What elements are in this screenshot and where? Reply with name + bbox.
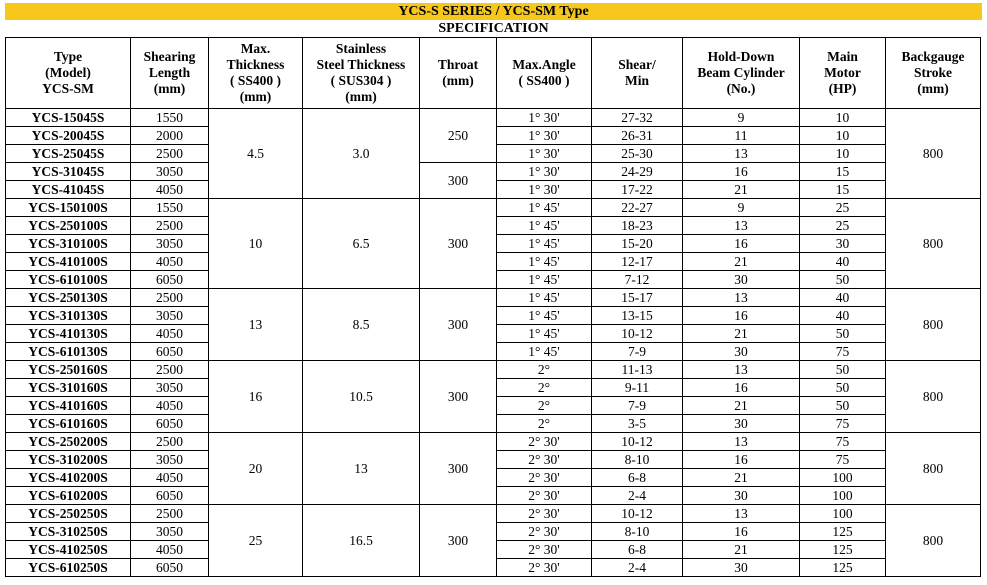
shear-per-min-cell: 11-13 [592, 361, 683, 379]
backgauge-cell: 800 [886, 109, 981, 199]
shearing-length-cell: 2500 [131, 433, 209, 451]
shear-per-min-cell: 10-12 [592, 505, 683, 523]
max-angle-cell: 2° [497, 361, 592, 379]
main-motor-cell: 125 [800, 523, 886, 541]
main-motor-cell: 30 [800, 235, 886, 253]
shear-per-min-cell: 13-15 [592, 307, 683, 325]
main-motor-cell: 50 [800, 361, 886, 379]
model-cell: YCS-250200S [6, 433, 131, 451]
backgauge-cell: 800 [886, 361, 981, 433]
main-motor-cell: 50 [800, 397, 886, 415]
model-cell: YCS-250250S [6, 505, 131, 523]
shear-per-min-cell: 7-9 [592, 343, 683, 361]
max-thickness-cell: 25 [209, 505, 303, 577]
main-motor-cell: 100 [800, 487, 886, 505]
max-angle-cell: 1° 45' [497, 289, 592, 307]
shearing-length-cell: 6050 [131, 271, 209, 289]
max-angle-cell: 1° 45' [497, 343, 592, 361]
stainless-thickness-cell: 10.5 [303, 361, 420, 433]
shear-per-min-cell: 10-12 [592, 433, 683, 451]
cylinder-cell: 11 [683, 127, 800, 145]
max-thickness-cell: 13 [209, 289, 303, 361]
shear-per-min-cell: 2-4 [592, 559, 683, 577]
model-cell: YCS-20045S [6, 127, 131, 145]
shear-per-min-cell: 6-8 [592, 469, 683, 487]
header-line: (No.) [726, 81, 756, 96]
shearing-length-cell: 2500 [131, 289, 209, 307]
max-thickness-cell: 20 [209, 433, 303, 505]
shearing-length-cell: 3050 [131, 523, 209, 541]
main-motor-cell: 75 [800, 451, 886, 469]
max-thickness-cell: 4.5 [209, 109, 303, 199]
shearing-length-cell: 3050 [131, 451, 209, 469]
max-angle-cell: 2° [497, 397, 592, 415]
header-max-angle [497, 38, 592, 109]
cylinder-cell: 21 [683, 253, 800, 271]
cylinder-cell: 21 [683, 397, 800, 415]
header-backgauge [886, 38, 981, 109]
shearing-length-cell: 4050 [131, 397, 209, 415]
header-line: Thickness [226, 57, 285, 72]
table-row [6, 505, 981, 523]
cylinder-cell: 30 [683, 487, 800, 505]
throat-cell: 300 [420, 163, 497, 199]
backgauge-cell: 800 [886, 199, 981, 289]
header-type [6, 38, 131, 109]
backgauge-cell: 800 [886, 433, 981, 505]
cylinder-cell: 9 [683, 199, 800, 217]
header-line: (mm) [442, 73, 474, 88]
header-line: ( SS400 ) [518, 73, 570, 88]
shear-per-min-cell: 3-5 [592, 415, 683, 433]
shear-per-min-cell: 18-23 [592, 217, 683, 235]
shearing-length-cell: 2500 [131, 145, 209, 163]
model-cell: YCS-610200S [6, 487, 131, 505]
main-motor-cell: 75 [800, 415, 886, 433]
model-cell: YCS-25045S [6, 145, 131, 163]
max-angle-cell: 1° 45' [497, 325, 592, 343]
header-line: Beam Cylinder [697, 65, 785, 80]
cylinder-cell: 30 [683, 559, 800, 577]
shear-per-min-cell: 15-17 [592, 289, 683, 307]
shearing-length-cell: 3050 [131, 163, 209, 181]
header-cylinder [683, 38, 800, 109]
table-row [6, 199, 981, 217]
model-cell: YCS-310250S [6, 523, 131, 541]
header-line: Shearing [143, 49, 196, 64]
shearing-length-cell: 3050 [131, 235, 209, 253]
model-cell: YCS-310130S [6, 307, 131, 325]
shearing-length-cell: 3050 [131, 307, 209, 325]
cylinder-cell: 21 [683, 469, 800, 487]
shear-per-min-cell: 24-29 [592, 163, 683, 181]
header-throat [420, 38, 497, 109]
model-cell: YCS-410100S [6, 253, 131, 271]
table-row [6, 289, 981, 307]
shear-per-min-cell: 12-17 [592, 253, 683, 271]
shear-per-min-cell: 9-11 [592, 379, 683, 397]
header-line: (mm) [917, 81, 949, 96]
main-motor-cell: 100 [800, 469, 886, 487]
main-motor-cell: 75 [800, 433, 886, 451]
shear-per-min-cell: 22-27 [592, 199, 683, 217]
main-motor-cell: 15 [800, 181, 886, 199]
model-cell: YCS-31045S [6, 163, 131, 181]
shearing-length-cell: 2000 [131, 127, 209, 145]
shear-per-min-cell: 17-22 [592, 181, 683, 199]
header-line: (mm) [153, 81, 186, 96]
header-line: Throat [437, 57, 479, 72]
shearing-length-cell: 1550 [131, 109, 209, 127]
main-motor-cell: 75 [800, 343, 886, 361]
throat-cell: 250 [420, 109, 497, 163]
max-angle-cell: 1° 30' [497, 145, 592, 163]
cylinder-cell: 13 [683, 505, 800, 523]
throat-cell: 300 [420, 289, 497, 361]
cylinder-cell: 13 [683, 217, 800, 235]
shear-per-min-cell: 6-8 [592, 541, 683, 559]
series-title: YCS-S SERIES / YCS-SM Type [5, 3, 982, 20]
shearing-length-cell: 2500 [131, 217, 209, 235]
header-line: ( SUS304 ) [330, 73, 392, 88]
header-line: Type [53, 49, 83, 64]
header-line: ( SS400 ) [229, 73, 281, 88]
main-motor-cell: 50 [800, 379, 886, 397]
header-line: Shear/ [618, 57, 656, 72]
main-motor-cell: 40 [800, 253, 886, 271]
max-angle-cell: 2° 30' [497, 523, 592, 541]
main-motor-cell: 40 [800, 307, 886, 325]
cylinder-cell: 30 [683, 343, 800, 361]
cylinder-cell: 30 [683, 271, 800, 289]
main-motor-cell: 100 [800, 505, 886, 523]
main-motor-cell: 25 [800, 199, 886, 217]
shearing-length-cell: 1550 [131, 199, 209, 217]
header-main-motor [800, 38, 886, 109]
max-angle-cell: 2° 30' [497, 433, 592, 451]
model-cell: YCS-410250S [6, 541, 131, 559]
main-motor-cell: 10 [800, 127, 886, 145]
max-thickness-cell: 16 [209, 361, 303, 433]
header-line: (mm) [239, 89, 272, 104]
max-angle-cell: 2° 30' [497, 505, 592, 523]
shear-per-min-cell: 8-10 [592, 451, 683, 469]
table-header-row [6, 38, 981, 109]
header-line: YCS-SM [42, 81, 94, 96]
model-cell: YCS-610130S [6, 343, 131, 361]
cylinder-cell: 13 [683, 361, 800, 379]
max-angle-cell: 1° 45' [497, 271, 592, 289]
stainless-thickness-cell: 16.5 [303, 505, 420, 577]
shearing-length-cell: 6050 [131, 415, 209, 433]
cylinder-cell: 13 [683, 145, 800, 163]
header-line: Hold-Down [707, 49, 775, 64]
shear-per-min-cell: 25-30 [592, 145, 683, 163]
shear-per-min-cell: 10-12 [592, 325, 683, 343]
table-row [6, 433, 981, 451]
shearing-length-cell: 3050 [131, 379, 209, 397]
throat-cell: 300 [420, 199, 497, 289]
max-angle-cell: 1° 30' [497, 109, 592, 127]
shearing-length-cell: 4050 [131, 541, 209, 559]
stainless-thickness-cell: 6.5 [303, 199, 420, 289]
cylinder-cell: 30 [683, 415, 800, 433]
model-cell: YCS-250160S [6, 361, 131, 379]
model-cell: YCS-610250S [6, 559, 131, 577]
table-row [6, 361, 981, 379]
shear-per-min-cell: 27-32 [592, 109, 683, 127]
shearing-length-cell: 6050 [131, 487, 209, 505]
model-cell: YCS-410130S [6, 325, 131, 343]
model-cell: YCS-610160S [6, 415, 131, 433]
throat-cell: 300 [420, 433, 497, 505]
main-motor-cell: 15 [800, 163, 886, 181]
header-line: Min [624, 73, 649, 88]
specification-table [5, 37, 981, 577]
model-cell: YCS-250130S [6, 289, 131, 307]
header-line: (Model) [45, 65, 91, 80]
model-cell: YCS-250100S [6, 217, 131, 235]
shearing-length-cell: 4050 [131, 325, 209, 343]
model-cell: YCS-150100S [6, 199, 131, 217]
max-angle-cell: 2° [497, 379, 592, 397]
main-motor-cell: 25 [800, 217, 886, 235]
model-cell: YCS-410160S [6, 397, 131, 415]
main-motor-cell: 50 [800, 325, 886, 343]
max-angle-cell: 1° 45' [497, 217, 592, 235]
cylinder-cell: 16 [683, 379, 800, 397]
cylinder-cell: 21 [683, 181, 800, 199]
cylinder-cell: 13 [683, 289, 800, 307]
shear-per-min-cell: 26-31 [592, 127, 683, 145]
max-angle-cell: 2° 30' [497, 541, 592, 559]
backgauge-cell: 800 [886, 505, 981, 577]
max-angle-cell: 1° 45' [497, 307, 592, 325]
shearing-length-cell: 4050 [131, 181, 209, 199]
cylinder-cell: 9 [683, 109, 800, 127]
table-row [6, 109, 981, 127]
header-max-thickness [209, 38, 303, 109]
model-cell: YCS-15045S [6, 109, 131, 127]
max-angle-cell: 1° 45' [497, 235, 592, 253]
main-motor-cell: 125 [800, 541, 886, 559]
shearing-length-cell: 4050 [131, 469, 209, 487]
backgauge-cell: 800 [886, 289, 981, 361]
shearing-length-cell: 2500 [131, 505, 209, 523]
cylinder-cell: 21 [683, 541, 800, 559]
max-angle-cell: 1° 45' [497, 199, 592, 217]
cylinder-cell: 16 [683, 163, 800, 181]
header-line: (mm) [345, 89, 377, 104]
model-cell: YCS-410200S [6, 469, 131, 487]
header-line: Stainless [335, 41, 387, 56]
cylinder-cell: 16 [683, 235, 800, 253]
header-line: Main [827, 49, 858, 64]
max-angle-cell: 2° 30' [497, 451, 592, 469]
header-line: (HP) [828, 81, 857, 96]
main-motor-cell: 10 [800, 109, 886, 127]
throat-cell: 300 [420, 505, 497, 577]
header-line: Steel Thickness [316, 57, 406, 72]
shearing-length-cell: 6050 [131, 343, 209, 361]
table-row [6, 163, 981, 181]
header-line: Stroke [913, 65, 952, 80]
cylinder-cell: 16 [683, 523, 800, 541]
main-motor-cell: 40 [800, 289, 886, 307]
model-cell: YCS-610100S [6, 271, 131, 289]
header-stainless-thickness [303, 38, 420, 109]
max-angle-cell: 1° 30' [497, 163, 592, 181]
model-cell: YCS-310100S [6, 235, 131, 253]
max-angle-cell: 1° 30' [497, 181, 592, 199]
cylinder-cell: 13 [683, 433, 800, 451]
header-shearing-length [131, 38, 209, 109]
model-cell: YCS-310200S [6, 451, 131, 469]
main-motor-cell: 125 [800, 559, 886, 577]
shear-per-min-cell: 15-20 [592, 235, 683, 253]
header-line: Max.Angle [512, 57, 576, 72]
shearing-length-cell: 2500 [131, 361, 209, 379]
shear-per-min-cell: 8-10 [592, 523, 683, 541]
model-cell: YCS-310160S [6, 379, 131, 397]
max-angle-cell: 1° 45' [497, 253, 592, 271]
shear-per-min-cell: 7-12 [592, 271, 683, 289]
main-motor-cell: 50 [800, 271, 886, 289]
shear-per-min-cell: 7-9 [592, 397, 683, 415]
stainless-thickness-cell: 8.5 [303, 289, 420, 361]
table-body [6, 109, 981, 577]
max-angle-cell: 2° 30' [497, 487, 592, 505]
shearing-length-cell: 4050 [131, 253, 209, 271]
header-line: Max. [240, 41, 271, 56]
shear-per-min-cell: 2-4 [592, 487, 683, 505]
main-motor-cell: 10 [800, 145, 886, 163]
header-line: Backgauge [901, 49, 965, 64]
header-shear-per-min [592, 38, 683, 109]
stainless-thickness-cell: 13 [303, 433, 420, 505]
header-line: Length [148, 65, 191, 80]
max-angle-cell: 2° 30' [497, 559, 592, 577]
cylinder-cell: 16 [683, 451, 800, 469]
header-line: Motor [824, 65, 861, 80]
shearing-length-cell: 6050 [131, 559, 209, 577]
max-angle-cell: 1° 30' [497, 127, 592, 145]
cylinder-cell: 16 [683, 307, 800, 325]
max-angle-cell: 2° 30' [497, 469, 592, 487]
max-thickness-cell: 10 [209, 199, 303, 289]
model-cell: YCS-41045S [6, 181, 131, 199]
stainless-thickness-cell: 3.0 [303, 109, 420, 199]
max-angle-cell: 2° [497, 415, 592, 433]
throat-cell: 300 [420, 361, 497, 433]
cylinder-cell: 21 [683, 325, 800, 343]
specification-heading: SPECIFICATION [438, 21, 549, 36]
